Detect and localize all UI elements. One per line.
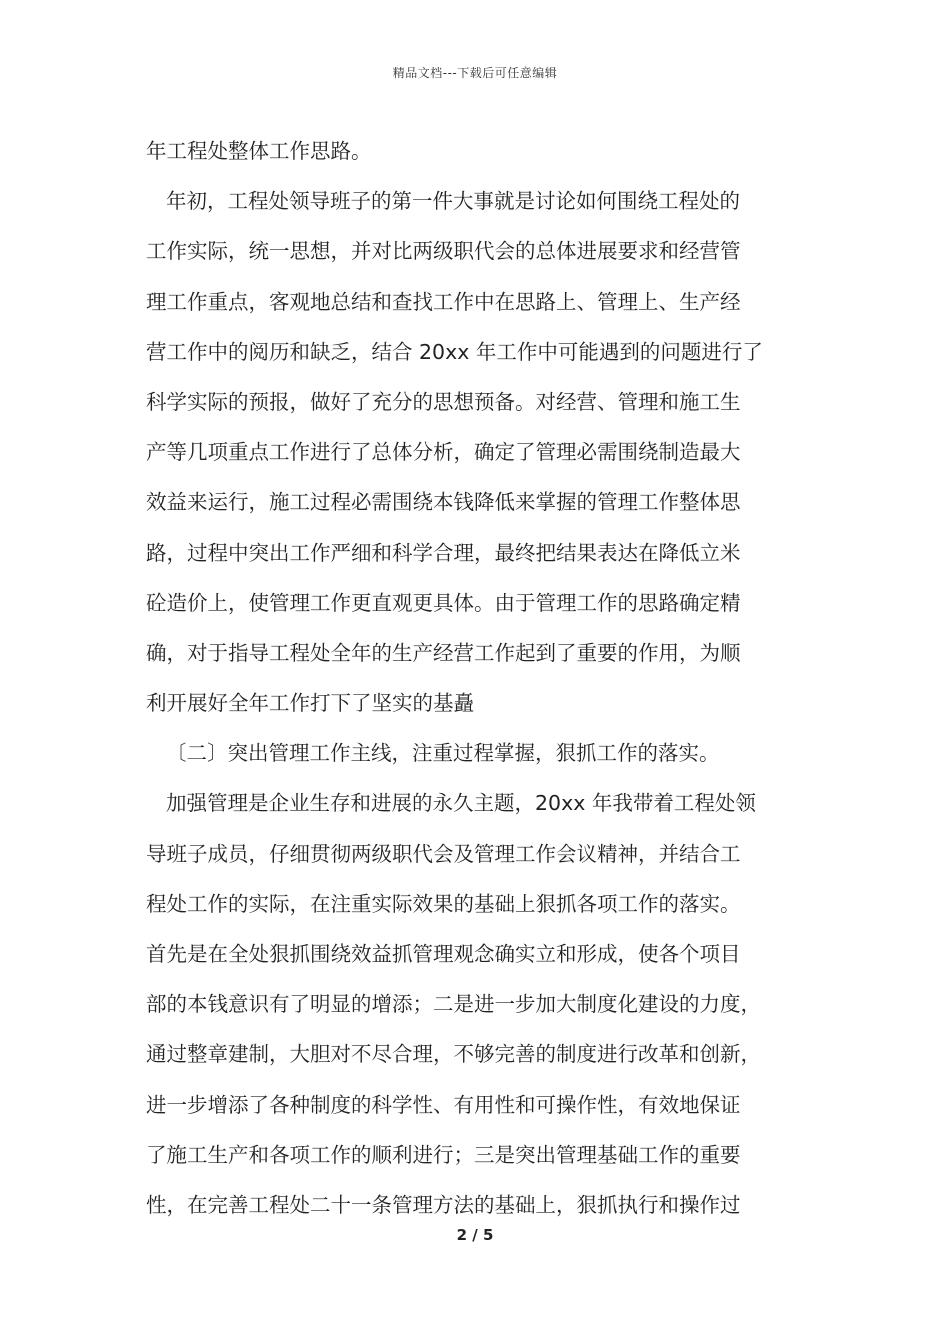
text-line: 进一步增添了各种制度的科学性、有用性和可操作性，有效地保证 [146,1092,741,1117]
text-line: 性，在完善工程处二十一条管理方法的基础上，狠抓执行和操作过 [146,1192,741,1217]
section-heading: 〔二〕突出管理工作主线，注重过程掌握，狠抓工作的落实。 [166,741,720,766]
text-line: 利开展好全年工作打下了坚实的基矗 [146,691,474,716]
text-line: 通过整章建制，大胆对不尽合理，不够完善的制度进行改革和创新， [146,1042,761,1067]
text-line: 理工作重点，客观地总结和查找工作中在思路上、管理上、生产经 [146,289,741,314]
text-line: 营工作中的阅历和缺乏，结合 20xx 年工作中可能遇到的问题进行了 [146,339,763,364]
text-line: 砼造价上，使管理工作更直观更具体。由于管理工作的思路确定精 [146,590,741,615]
text-line: 确，对于指导工程处全年的生产经营工作起到了重要的作用，为顺 [146,640,741,665]
text-line: 首先是在全处狠抓围绕效益抓管理观念确实立和形成，使各个项目 [146,942,741,966]
text-line: 年工程处整体工作思路。 [146,139,372,163]
text-line: 路，过程中突出工作严细和科学合理，最终把结果表达在降低立米 [146,540,741,565]
text-line: 加强管理是企业生存和进展的永久主题，20xx 年我带着工程处领 [166,791,756,816]
body-text [146,126,818,1230]
text-line: 导班子成员，仔细贯彻两级职代会及管理工作会议精神，并结合工 [146,841,741,866]
text-line: 科学实际的预报，做好了充分的思想预备。对经营、管理和施工生 [146,389,741,414]
text-line: 程处工作的实际，在注重实际效果的基础上狠抓各项工作的落实。 [146,891,741,916]
header-note: 精品文档---下载后可任意编辑 [392,66,558,80]
text-line: 部的本钱意识有了明显的增添；二是进一步加大制度化建设的力度， [146,992,761,1017]
text-line: 年初，工程处领导班子的第一件大事就是讨论如何围绕工程处的 [166,189,740,214]
text-line: 效益来运行，施工过程必需围绕本钱降低来掌握的管理工作整体思 [146,490,741,515]
text-line: 产等几项重点工作进行了总体分析，确定了管理必需围绕制造最大 [146,440,741,465]
text-line: 了施工生产和各项工作的顺利进行；三是突出管理基础工作的重要 [146,1142,741,1167]
page-number: 2 / 5 [456,1226,494,1244]
text-line: 工作实际，统一思想，并对比两级职代会的总体进展要求和经营管 [146,239,741,264]
